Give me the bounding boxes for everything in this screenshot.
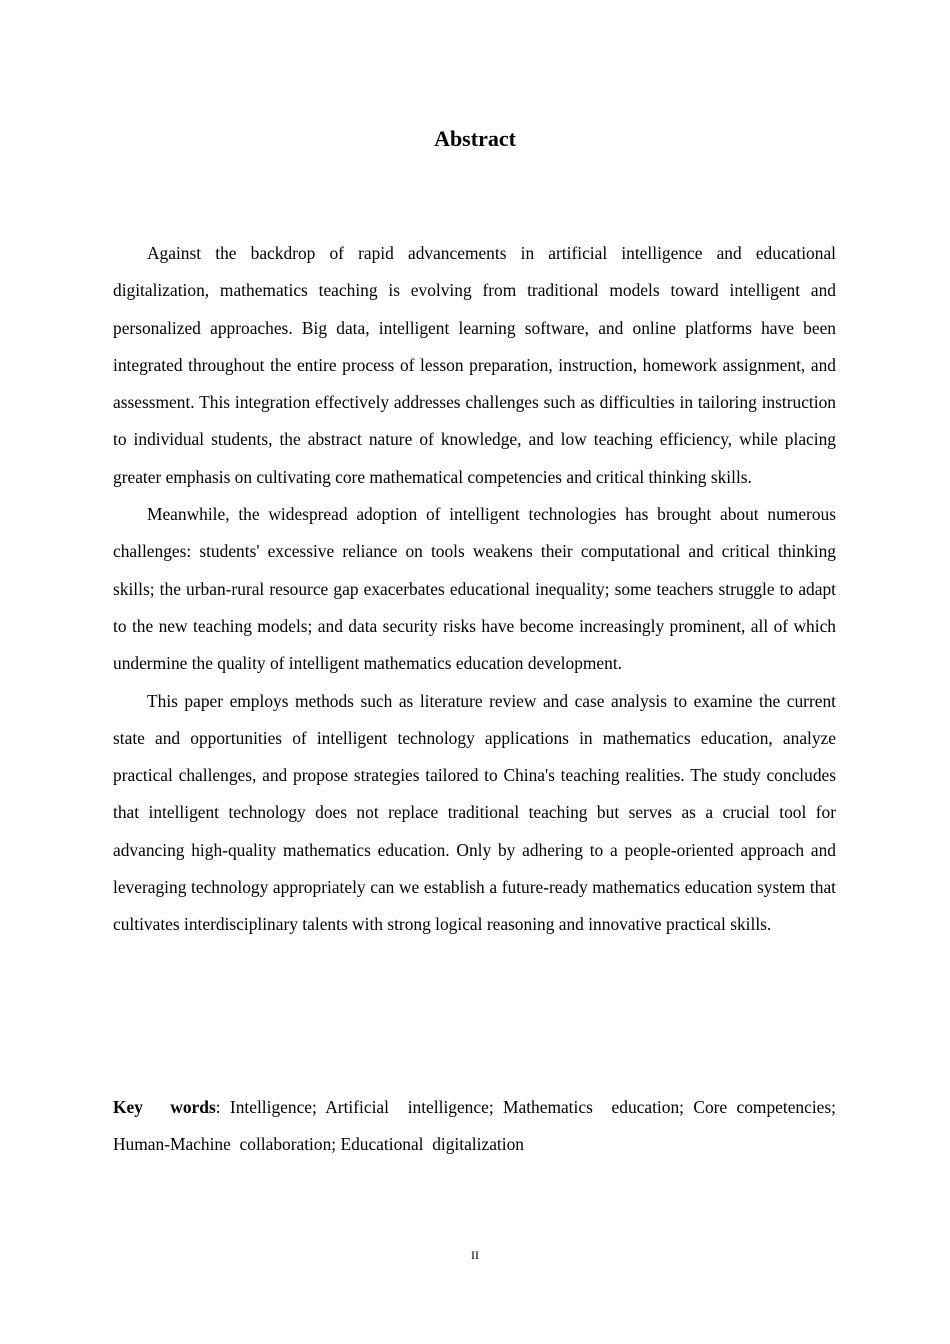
page-title: Abstract <box>434 126 516 151</box>
keywords-separator: : <box>215 1097 221 1117</box>
abstract-paragraph-3: This paper employs methods such as literature review and case analysis to examine the current state and opportunities of intelligent technology applications in mathematics education, analyze practical challenges, and propose strategies tailored to China's teaching realities. The study concludes that intelligent technology does not replace traditional teaching but serves as a crucial tool for advancing high-quality mathematics education. Only by adhering to a people-oriented approach and leveraging technology appropriately can we establish a future-ready mathematics education system that cultivates interdisciplinary talents with strong logical reasoning and innovative practical skills. <box>113 690 836 935</box>
page-number: II <box>471 1248 479 1262</box>
abstract-paragraph-1: Against the backdrop of rapid advancements in artificial intelligence and educational digitalization, mathematics teaching is evolving from traditional models toward intelligent and personalized approaches. Big data, intelligent learning software, and online platforms have been integrated throughout the entire process of lesson preparation, instruction, homework assignment, and assessment. This integration effectively addresses challenges such as difficulties in tailoring instruction to individual students, the abstract nature of knowledge, and low teaching efficiency, while placing greater emphasis on cultivating core mathematical competencies and critical thinking skills. <box>113 243 836 487</box>
keywords-list: Intelligence; Artificial intelligence; Mathematics education; Core competencies; Human-Machine collaboration; Educational digitalization <box>113 1097 841 1155</box>
keywords-section <box>113 1089 841 1164</box>
abstract-body <box>113 235 836 944</box>
keywords-label: Key words <box>113 1097 216 1117</box>
abstract-paragraph-2: Meanwhile, the widespread adoption of intelligent technologies has brought about numerous challenges: students' excessive reliance on tools weakens their computational and critical thinking skills; the urban-rural resource gap exacerbates educational inequality; some teachers struggle to adapt to the new teaching models; and data security risks have become increasingly prominent, all of which undermine the quality of intelligent mathematics education development. <box>113 504 836 674</box>
